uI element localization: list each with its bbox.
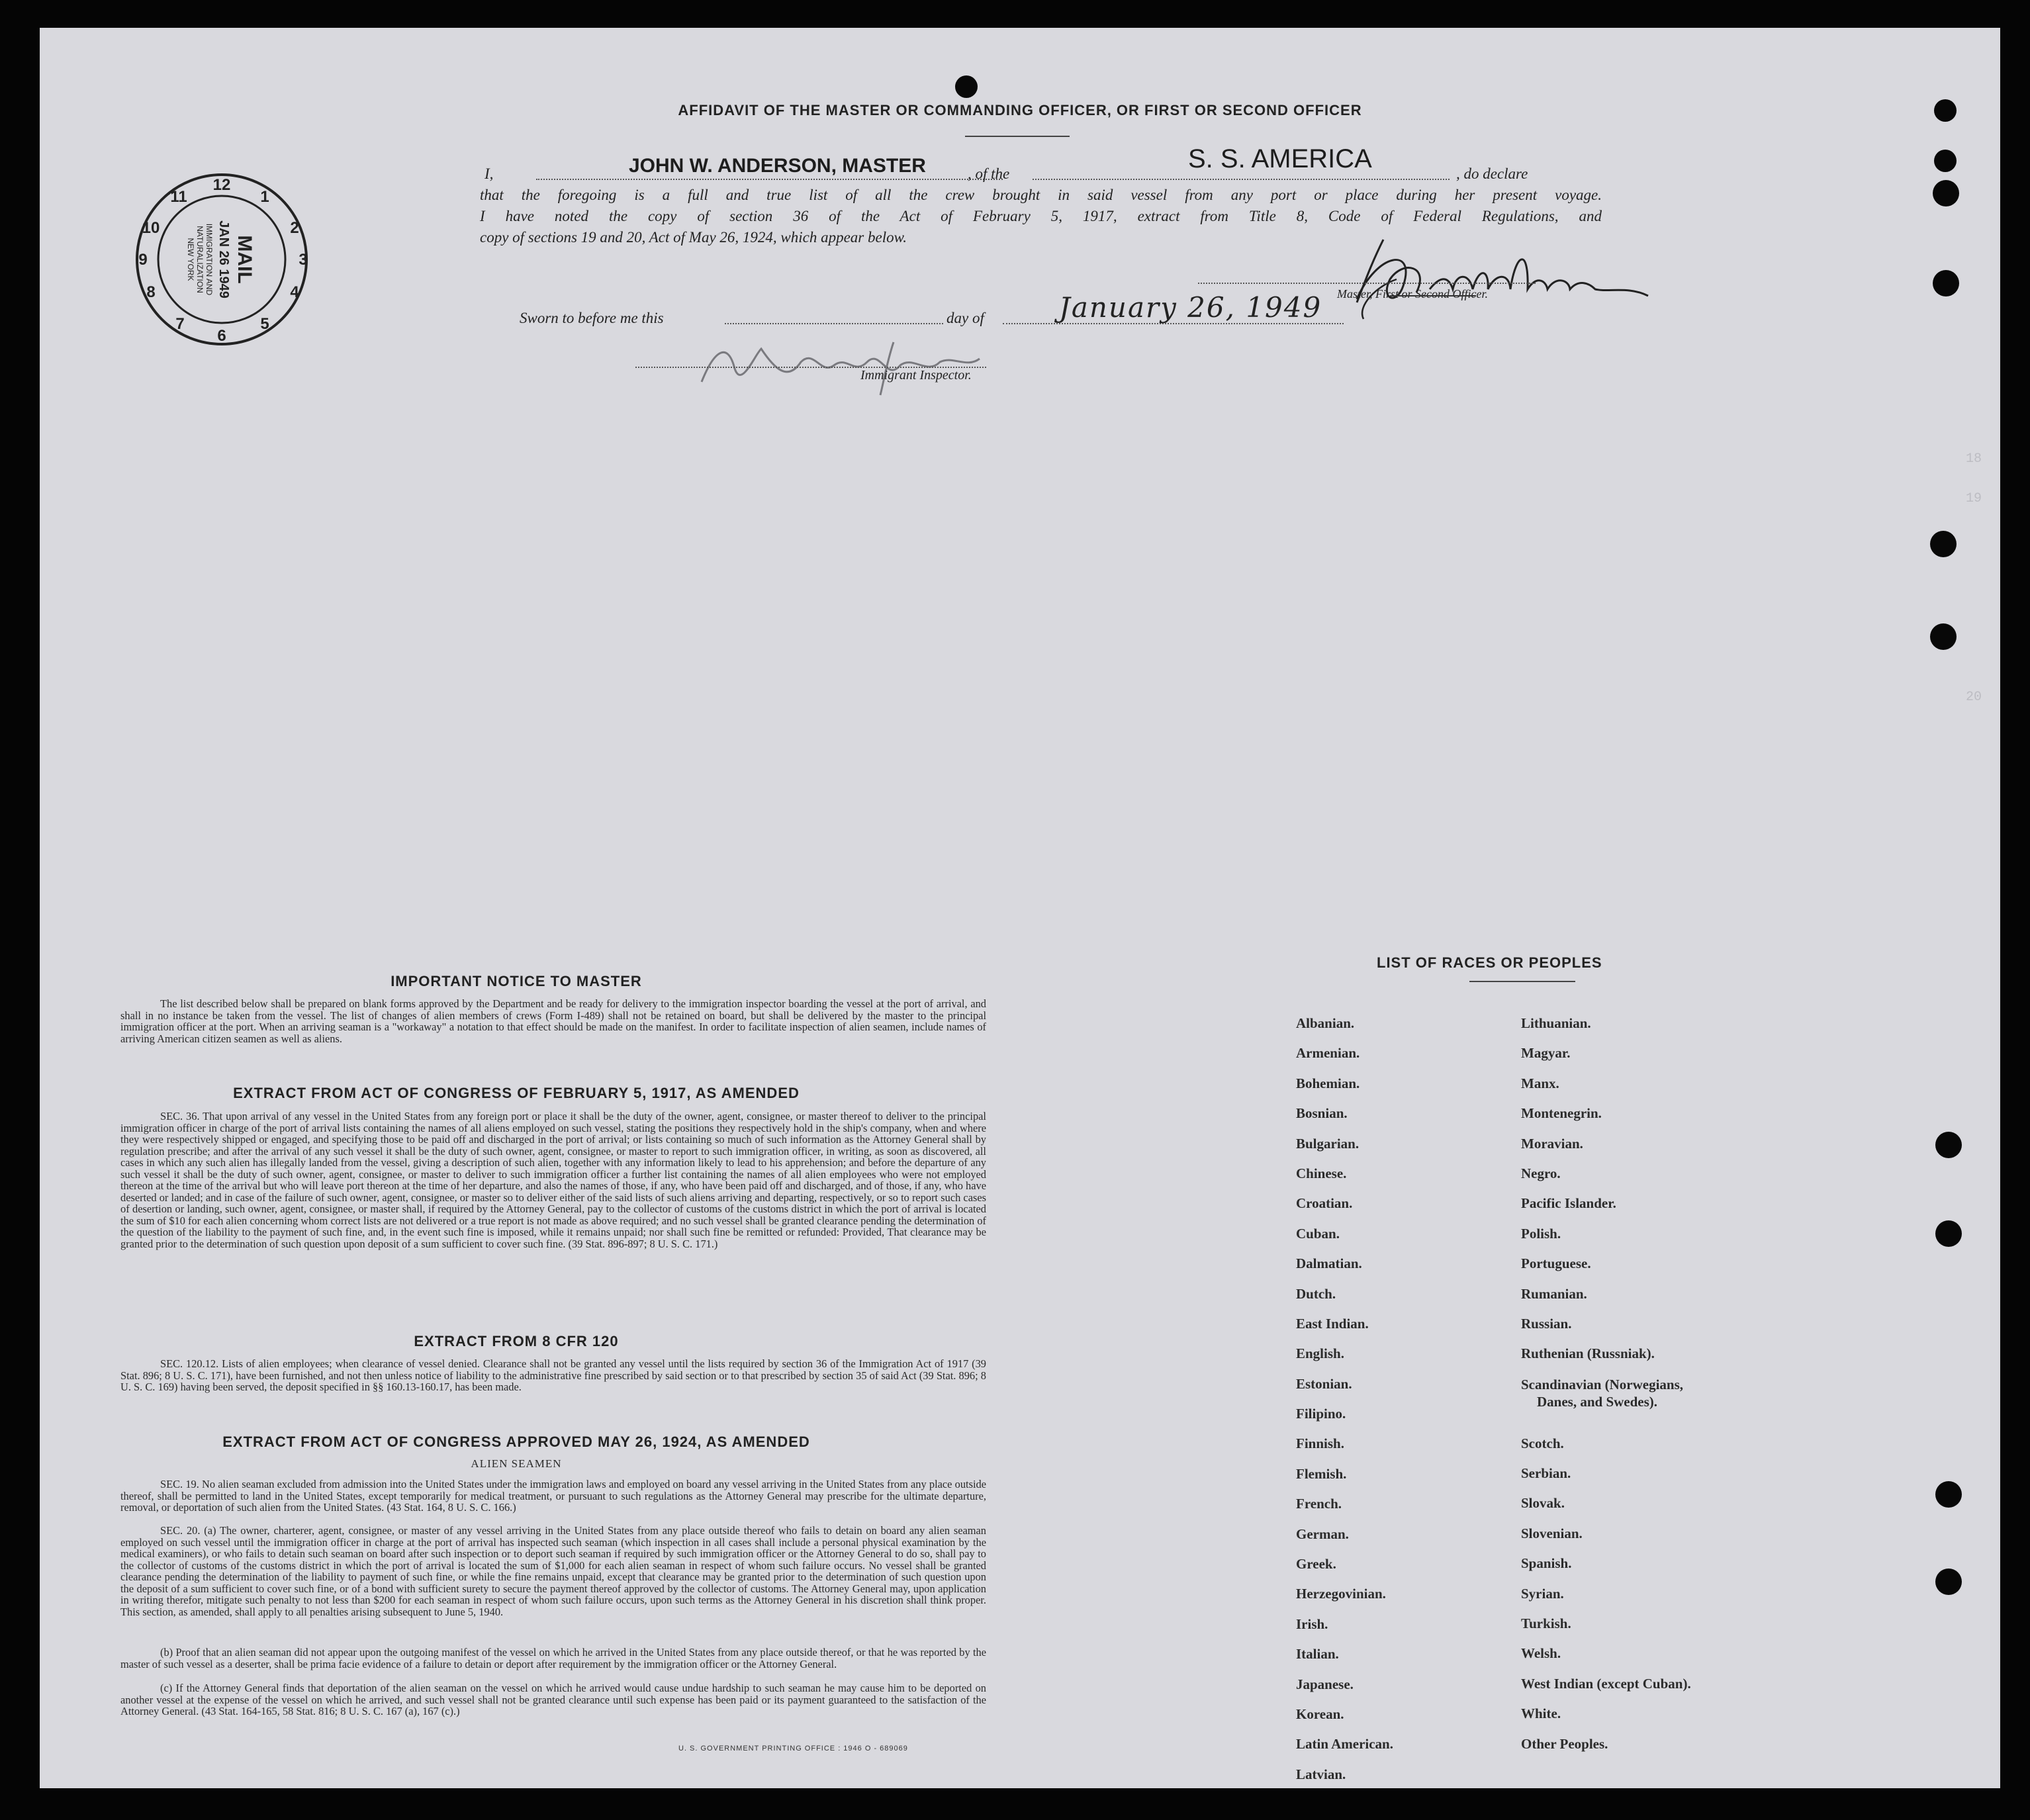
bleed-through-text: 19	[1966, 491, 1982, 506]
race-item: Korean.	[1296, 1706, 1344, 1722]
sec-20c-text: (c) If the Attorney General finds that deportation of the alien seaman on the vessel on which he arrived would cause undue hardship to such seaman he may cause him to be deported on another vessel at the expense of the vessel on which he arrived, and such vessel shall not be granted clearance until such expense has been paid or its payment guaranteed to the satisfaction of the Attorney General. (43 Stat. 164-165, 58 Stat. 816; 8 U. S. C. 167 (a), 167 (c).)	[120, 1682, 986, 1717]
punch-hole	[1934, 150, 1957, 172]
extract-1924-subtitle: ALIEN SEAMEN	[471, 1457, 562, 1470]
race-item: Filipino.	[1296, 1406, 1346, 1422]
notice-body: The list described below shall be prepared on blank forms approved by the Department and be ready for delivery to the immigration inspector boarding the vessel at the port of arrival, and shall in no instance be taken from the vessel. The list of changes of alien members of crews (Form I-489) shall not be retained on board, but shall be delivered by the master to the principal immigration officer at the port. When an arriving seaman is a "workaway" a notation to that effect should be made on the manifest. In order to facilitate inspection of alien seamen, include names of arriving American citizen seamen as well as aliens.	[120, 997, 986, 1045]
svg-text:5: 5	[260, 315, 269, 333]
sec-20b-text: (b) Proof that an alien seaman did not appear upon the outgoing manifest of the vessel on which he arrived in the United States from any place outside thereof, or that he was reported by the master of such vessel as a deserter, shall be prima facie evidence of a failure to detain or deport after requirement by the immigration officer or the Attorney General.	[120, 1646, 986, 1670]
affidavit-body-line1: that the foregoing is a full and true list of all the crew brought in said vessel from any port or place during her present voyage.	[480, 187, 1602, 203]
race-item: Flemish.	[1296, 1465, 1347, 1482]
vessel-name: S. S. AMERICA	[1188, 144, 1372, 173]
punch-hole	[1935, 1569, 1962, 1595]
races-title: LIST OF RACES OR PEOPLES	[1377, 954, 1602, 971]
declare-label: , do declare	[1456, 165, 1528, 182]
race-item: Spanish.	[1521, 1555, 1572, 1572]
svg-text:NATURALIZATION: NATURALIZATION	[195, 226, 205, 293]
svg-text:8: 8	[146, 283, 156, 301]
race-item: Latvian.	[1296, 1766, 1346, 1782]
race-item: Bosnian.	[1296, 1105, 1348, 1122]
race-item: Dalmatian.	[1296, 1255, 1362, 1272]
master-sig-label: Master, First or Second Officer.	[1337, 287, 1488, 300]
race-item: Polish.	[1521, 1225, 1561, 1242]
race-item: Slovenian.	[1521, 1525, 1583, 1541]
sworn-label: Sworn to before me this	[520, 310, 664, 326]
race-item: Serbian.	[1521, 1465, 1571, 1482]
sworn-date: January 26, 1949	[1059, 291, 1322, 324]
inspector-label: Immigrant Inspector.	[860, 368, 972, 383]
svg-text:11: 11	[170, 188, 187, 206]
sec-19-text: SEC. 19. No alien seaman excluded from admission into the United States under the immigration laws and employed on board any vessel arriving in the United States from any place outside thereof, shall be permitted to land in the United States, except temporarily for medical treatment, or pursuant to such regulations as the Attorney General may prescribe for the ultimate departure, removal, or deportation of such alien from the United States. (43 Stat. 164, 8 U. S. C. 166.)	[120, 1478, 986, 1514]
race-item: Finnish.	[1296, 1435, 1344, 1452]
race-item: Manx.	[1521, 1075, 1559, 1091]
race-item: German.	[1296, 1525, 1349, 1542]
punch-hole	[1933, 270, 1959, 296]
race-item: Portuguese.	[1521, 1255, 1591, 1272]
punch-hole	[955, 75, 978, 98]
race-item: Latin American.	[1296, 1736, 1393, 1752]
of-the-label: , of the	[968, 165, 1010, 182]
day-of-label: day of	[946, 310, 984, 326]
svg-text:JAN 26 1949: JAN 26 1949	[216, 220, 231, 298]
svg-text:7: 7	[175, 315, 185, 333]
master-name: JOHN W. ANDERSON, MASTER	[629, 155, 926, 177]
sworn-day-line	[725, 323, 943, 324]
race-item: Armenian.	[1296, 1045, 1360, 1062]
race-item: Negro.	[1521, 1165, 1561, 1181]
extract-cfr-title: EXTRACT FROM 8 CFR 120	[414, 1333, 619, 1349]
i-label: I,	[484, 165, 494, 182]
svg-text:NEW YORK: NEW YORK	[186, 238, 195, 281]
race-item: Ruthenian (Russniak).	[1521, 1345, 1655, 1362]
document-page	[40, 28, 2000, 1788]
race-item: Greek.	[1296, 1556, 1336, 1572]
race-item: Japanese.	[1296, 1676, 1354, 1692]
punch-hole	[1935, 1132, 1962, 1158]
strikethrough	[1390, 295, 1476, 296]
punch-hole	[1933, 180, 1959, 206]
race-item: French.	[1296, 1496, 1342, 1512]
svg-text:2: 2	[290, 219, 299, 237]
race-item: Russian.	[1521, 1315, 1572, 1332]
sec-20a-text: SEC. 20. (a) The owner, charterer, agent, consignee, or master of any vessel arriving in the United States from any place outside thereof who fails to detain on board any alien seaman employed on such vessel until the immigration officer in charge at the port of arrival has inspected such seaman (which inspection in all cases shall include a personal physical examination by the medical examiners), or who fails to detain such seaman on board after such inspection or to deport such seaman if required by such immigration officer or the Attorney General to do so, shall pay to the collector of customs of the customs district in which the port of arrival is located the sum of $1,000 for each alien seaman in respect of whom such failure occurs. No vessel shall be granted clearance pending the determination of the liability to payment of such fine, or while the fine remains unpaid, except that clearance may be granted prior to the determination of such question upon the deposit of a sum sufficient to cover such fine, or of a bond with sufficient surety to secure the payment thereof approved by the collector of customs. The Attorney General may, upon application in writing therefor, mitigate such penalty to not less than $200 for each seaman in respect of whom such failure occurs, upon such terms as the Attorney General in his discretion shall think proper. This section, as amended, shall apply to all penalties arising subsequent to June 5, 1940.	[120, 1524, 986, 1618]
race-item: White.	[1521, 1706, 1561, 1722]
race-item: Herzegovinian.	[1296, 1586, 1386, 1602]
name-fill-line	[536, 179, 1003, 180]
race-item: West Indian (except Cuban).	[1521, 1675, 1691, 1692]
punch-hole	[1930, 623, 1957, 650]
svg-text:1: 1	[260, 188, 269, 206]
master-signature	[1317, 226, 1701, 326]
race-item: Chinese.	[1296, 1165, 1347, 1181]
extract-1924-title: EXTRACT FROM ACT OF CONGRESS APPROVED MAY 26, 1924, AS AMENDED	[222, 1433, 810, 1450]
race-item: Lithuanian.	[1521, 1015, 1591, 1031]
stamp-mail-text: MAIL	[234, 235, 255, 284]
svg-text:6: 6	[217, 327, 226, 345]
race-item: Danes, and Swedes).	[1537, 1393, 1658, 1410]
svg-text:9: 9	[138, 251, 148, 269]
race-item: Scandinavian (Norwegians,	[1521, 1376, 1684, 1392]
punch-hole	[1935, 1481, 1962, 1508]
affidavit-body-line3: copy of sections 19 and 20, Act of May 26, 1924, which appear below.	[480, 229, 907, 246]
race-item: Cuban.	[1296, 1225, 1340, 1242]
race-item: Bulgarian.	[1296, 1135, 1360, 1152]
race-item: Pacific Islander.	[1521, 1195, 1616, 1212]
punch-hole	[1930, 531, 1957, 557]
title-rule	[965, 136, 1070, 137]
punch-hole	[1935, 1220, 1962, 1247]
race-item: Syrian.	[1521, 1585, 1564, 1602]
race-item: Irish.	[1296, 1615, 1328, 1632]
race-item: Turkish.	[1521, 1615, 1571, 1632]
race-item: Croatian.	[1296, 1195, 1353, 1212]
vessel-fill-line	[1033, 179, 1450, 180]
race-item: Albanian.	[1296, 1015, 1355, 1031]
extract-1917-title: EXTRACT FROM ACT OF CONGRESS OF FEBRUARY 5, 1917, AS AMENDED	[233, 1085, 800, 1101]
race-item: Scotch.	[1521, 1435, 1564, 1451]
affidavit-title: AFFIDAVIT OF THE MASTER OR COMMANDING OFFICER, OR FIRST OR SECOND OFFICER	[678, 102, 1362, 118]
svg-text:10: 10	[142, 219, 160, 237]
svg-text:12: 12	[212, 176, 231, 194]
race-item: Moravian.	[1521, 1135, 1583, 1152]
races-title-rule	[1469, 981, 1575, 982]
race-item: Rumanian.	[1521, 1285, 1587, 1302]
race-item: Bohemian.	[1296, 1075, 1360, 1091]
bleed-through-text: 18	[1966, 451, 1982, 467]
race-item: Slovak.	[1521, 1495, 1565, 1512]
race-item: English.	[1296, 1345, 1344, 1362]
extract-cfr-body: SEC. 120.12. Lists of alien employees; when clearance of vessel denied. Clearance shall not be granted any vessel until the lists required by section 36 of the Immigration Act of 1917 (39 Stat. 896; 8 U. S. C. 171), have been furnished, and not then unless notice of liability to the administrative fine prescribed by said section or to that prescribed by section 35 of said Act (39 Stat. 896; 8 U. S. C. 169) having been served, the deposit specified in §§ 160.13-160.17, has been made.	[120, 1357, 986, 1393]
race-item: Other Peoples.	[1521, 1735, 1608, 1752]
affidavit-body-line2: I have noted the copy of section 36 of the Act of February 5, 1917, extract from Title 8, Code of Federal Regulations, and	[480, 208, 1602, 224]
extract-1917-body: SEC. 36. That upon arrival of any vessel in the United States from any foreign port or place it shall be the duty of the owner, agent, consignee, or master thereof to deliver to the principal immigration officer in charge of the port of arrival lists containing the names of all aliens employed on such vessel, stating the positions they respectively hold in the ship's company, when and where they were respectively shipped or engaged, and specifying those to be paid off and discharged in the port of arrival; or lists containing so much of such information as the Attorney General shall by regulation prescribe; and after the arrival of any such vessel it shall be the duty of such owner, agent, consignee, or master to report to such immigration officer, in writing, as soon as discovered, all cases in which any such alien has illegally landed from the vessel, giving a description of such alien, together with any information likely to lead to his apprehension; and before the departure of any such vessel it shall be the duty of such owner, agent, consignee, or master to deliver to such immigration officer a further list containing the names of all alien employees who were not employed thereon at the time of the arrival but who will leave port thereon at the time of her departure, and also the names of those, if any, who have been paid off and discharged, and of those, if any, who have deserted or landed; and in case of the failure of such owner, agent, consignee, or master so to deliver either of the said lists of such aliens arriving and departing, respectively, or so to report such cases of desertion or landing, such owner, agent, consignee, or master shall, if required by the Attorney General, pay to the collector of customs of the customs district in which the port of arrival is located the sum of $10 for each alien concerning whom correct lists are not delivered or a true report is not made as above required; and no such vessel shall be granted clearance pending the determination of the question of the liability to the payment of such fine, and, in the event such fine is imposed, while it remains unpaid; nor shall such fine be remitted or refunded: Provided, That clearance may be granted prior to the determination of such question upon deposit of a sum sufficient to cover such fine. (39 Stat. 896-897; 8 U. S. C. 171.)	[120, 1110, 986, 1250]
race-item: Welsh.	[1521, 1645, 1561, 1662]
printer-imprint: U. S. GOVERNMENT PRINTING OFFICE : 1946 O - 689069	[678, 1745, 908, 1752]
svg-text:4: 4	[290, 283, 299, 301]
inspector-signature	[688, 329, 1033, 402]
svg-text:3: 3	[299, 251, 308, 269]
race-item: Dutch.	[1296, 1285, 1336, 1302]
races-column-1	[1296, 1009, 1393, 1790]
race-item: Magyar.	[1521, 1045, 1571, 1062]
race-item: Estonian.	[1296, 1375, 1352, 1392]
bleed-through-text: 20	[1966, 690, 1982, 705]
master-signature-rule	[1198, 283, 1536, 284]
races-column-2	[1521, 1009, 1691, 1759]
svg-text:IMMIGRATION AND: IMMIGRATION AND	[205, 223, 214, 296]
race-item: Montenegrin.	[1521, 1105, 1602, 1122]
received-date-stamp	[132, 170, 311, 349]
notice-title: IMPORTANT NOTICE TO MASTER	[391, 973, 642, 989]
race-item: East Indian.	[1296, 1315, 1369, 1332]
race-item: Italian.	[1296, 1646, 1339, 1662]
